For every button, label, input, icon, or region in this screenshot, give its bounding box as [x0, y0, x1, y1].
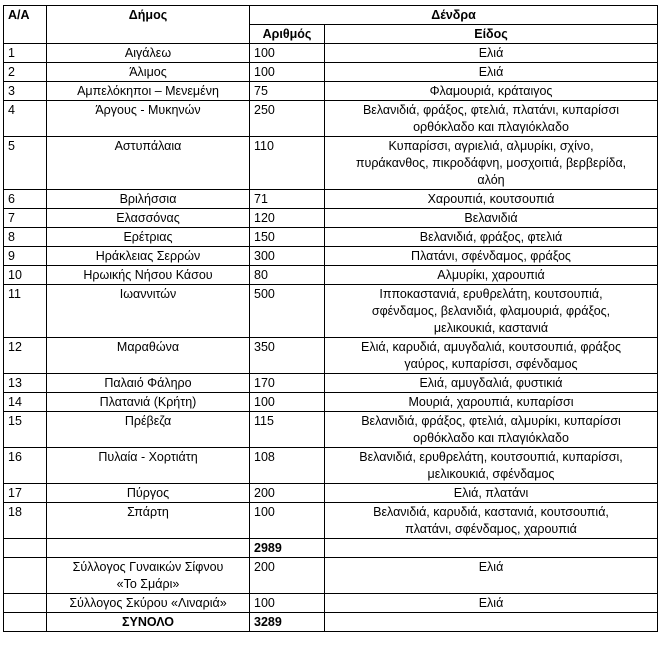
tree-species-cell — [325, 558, 658, 594]
tree-count-cell: 100 — [250, 393, 325, 412]
total-value: 3289 — [250, 613, 325, 632]
col-header-aa: Α/Α — [4, 6, 47, 44]
tree-count-cell: 500 — [250, 285, 325, 338]
trees-table — [3, 5, 658, 632]
table-row — [4, 101, 658, 137]
municipality-cell-line: Αμπελόκηποι – Μενεμένη — [77, 84, 219, 98]
row-number: 6 — [4, 190, 47, 209]
tree-species-cell-line: Φλαμουριά, κράταιγος — [429, 84, 553, 98]
municipality-cell-line: Ηράκλειας Σερρών — [95, 249, 201, 263]
tree-species-cell-line: Ελιά — [478, 560, 504, 574]
empty-cell — [4, 558, 47, 594]
table-row — [4, 82, 658, 101]
municipality-cell — [47, 190, 250, 209]
row-number: 13 — [4, 374, 47, 393]
tree-species-cell-line: σφένδαμος, βελανιδιά, φλαμουριά, φράξος, — [371, 304, 611, 318]
tree-count-cell: 150 — [250, 228, 325, 247]
table-row — [4, 63, 658, 82]
tree-count-cell: 110 — [250, 137, 325, 190]
table-row — [4, 285, 658, 338]
empty-cell — [47, 539, 250, 558]
tree-count-cell: 250 — [250, 101, 325, 137]
tree-species-cell — [325, 285, 658, 338]
municipality-cell-line: Άλιμος — [129, 65, 167, 79]
total-label: ΣΥΝΟΛΟ — [47, 613, 250, 632]
tree-count-cell: 100 — [250, 44, 325, 63]
tree-count-cell: 350 — [250, 338, 325, 374]
table-body — [4, 44, 658, 632]
tree-species-cell-line: Κυπαρίσσι, αγριελιά, αλμυρίκι, σχίνο, — [388, 139, 594, 153]
tree-species-cell — [325, 374, 658, 393]
municipality-cell-line: Πρέβεζα — [124, 414, 172, 428]
empty-cell — [325, 539, 658, 558]
row-number: 8 — [4, 228, 47, 247]
tree-species-cell — [325, 393, 658, 412]
municipality-cell-line: Ερέτριας — [123, 230, 173, 244]
row-number: 9 — [4, 247, 47, 266]
table-row — [4, 137, 658, 190]
tree-species-cell-line: μελικουκιά, καστανιά — [433, 321, 549, 335]
empty-cell — [4, 539, 47, 558]
municipality-cell-line: Πύργος — [126, 486, 170, 500]
municipality-cell-line: Σπάρτη — [127, 505, 169, 519]
tree-count-cell: 100 — [250, 503, 325, 539]
tree-count-cell: 300 — [250, 247, 325, 266]
row-number: 4 — [4, 101, 47, 137]
municipality-cell — [47, 374, 250, 393]
col-header-eidos: Είδος — [325, 25, 658, 44]
tree-species-cell — [325, 101, 658, 137]
tree-species-cell-line: Χαρουπιά, κουτσουπιά — [427, 192, 555, 206]
association-row — [4, 594, 658, 613]
row-number: 18 — [4, 503, 47, 539]
tree-species-cell-line: Ελιά — [478, 65, 504, 79]
row-number: 12 — [4, 338, 47, 374]
empty-cell — [4, 594, 47, 613]
table-row — [4, 247, 658, 266]
municipality-cell — [47, 63, 250, 82]
municipality-cell-line: Αιγάλεω — [124, 46, 172, 60]
total-row — [4, 613, 658, 632]
col-header-arithmos: Αριθμός — [250, 25, 325, 44]
header-row-1 — [4, 6, 658, 25]
tree-species-cell-line: ορθόκλαδο και πλαγιόκλαδο — [413, 431, 569, 445]
row-number: 1 — [4, 44, 47, 63]
tree-count-cell: 170 — [250, 374, 325, 393]
tree-species-cell — [325, 412, 658, 448]
municipality-cell-line: Ελασσόνας — [116, 211, 180, 225]
municipality-cell — [47, 228, 250, 247]
association-name-cell — [47, 558, 250, 594]
municipality-cell-line: Πυλαία - Χορτιάτη — [98, 450, 198, 464]
col-header-dimos: Δήμος — [47, 6, 250, 44]
tree-species-cell-line: Ελιά — [478, 46, 504, 60]
tree-count-cell: 71 — [250, 190, 325, 209]
tree-species-cell — [325, 228, 658, 247]
table-row — [4, 228, 658, 247]
municipality-cell — [47, 209, 250, 228]
tree-species-cell-line: Ελιά, αμυγδαλιά, φυστικιά — [419, 376, 563, 390]
municipality-cell — [47, 101, 250, 137]
col-header-dendra: Δένδρα — [250, 6, 658, 25]
tree-species-cell-line: Ελιά, καρυδιά, αμυγδαλιά, κουτσουπιά, φράξος — [360, 340, 622, 354]
row-number: 2 — [4, 63, 47, 82]
tree-species-cell — [325, 63, 658, 82]
association-name-cell-line: Σύλλογος Γυναικών Σίφνου — [72, 560, 224, 574]
tree-species-cell — [325, 44, 658, 63]
municipality-cell-line: Παλαιό Φάληρο — [104, 376, 192, 390]
tree-count-cell: 75 — [250, 82, 325, 101]
row-number: 16 — [4, 448, 47, 484]
tree-count-cell: 115 — [250, 412, 325, 448]
municipality-cell — [47, 247, 250, 266]
association-name-cell-line: Σύλλογος Σκύρου «Λιναριά» — [69, 596, 227, 610]
municipality-cell-line: Βριλήσσια — [119, 192, 177, 206]
table-row — [4, 393, 658, 412]
table-row — [4, 338, 658, 374]
tree-species-cell — [325, 448, 658, 484]
tree-species-cell — [325, 503, 658, 539]
municipality-cell — [47, 484, 250, 503]
tree-species-cell-line: Ελιά, πλατάνι — [453, 486, 529, 500]
association-row — [4, 558, 658, 594]
table-row — [4, 374, 658, 393]
municipality-cell — [47, 44, 250, 63]
tree-species-cell-line: Βελανιδιά, ερυθρελάτη, κουτσουπιά, κυπαρίσσι, — [359, 450, 623, 464]
tree-species-cell-line: γαύρος, κυπαρίσσι, σφένδαμος — [404, 357, 578, 371]
municipality-cell — [47, 412, 250, 448]
municipality-cell — [47, 266, 250, 285]
municipality-cell-line: Ιωαννιτών — [119, 287, 177, 301]
tree-species-cell-line: Βελανιδιά, φράξος, φτελιά, πλατάνι, κυπαρίσσι — [362, 103, 620, 117]
table-row — [4, 448, 658, 484]
municipality-cell — [47, 285, 250, 338]
tree-species-cell-line: Βελανιδιά — [464, 211, 518, 225]
tree-count-cell: 100 — [250, 63, 325, 82]
table-row — [4, 266, 658, 285]
table-row — [4, 503, 658, 539]
tree-species-cell — [325, 82, 658, 101]
row-number: 3 — [4, 82, 47, 101]
tree-count-cell: 108 — [250, 448, 325, 484]
row-number: 17 — [4, 484, 47, 503]
municipality-cell-line: Πλατανιά (Κρήτη) — [99, 395, 197, 409]
row-number: 14 — [4, 393, 47, 412]
association-name-cell-line: «Το Σμάρι» — [116, 577, 180, 591]
tree-species-cell — [325, 338, 658, 374]
municipality-cell — [47, 137, 250, 190]
table-row — [4, 44, 658, 63]
tree-species-cell — [325, 247, 658, 266]
table-row — [4, 190, 658, 209]
municipality-cell — [47, 82, 250, 101]
tree-count-cell: 80 — [250, 266, 325, 285]
tree-count-cell: 200 — [250, 558, 325, 594]
tree-species-cell-line: Ιπποκαστανιά, ερυθρελάτη, κουτσουπιά, — [379, 287, 603, 301]
tree-count-cell: 200 — [250, 484, 325, 503]
municipality-cell — [47, 503, 250, 539]
tree-species-cell — [325, 209, 658, 228]
empty-cell — [325, 613, 658, 632]
tree-species-cell-line: αλόη — [477, 173, 505, 187]
municipality-cell — [47, 338, 250, 374]
municipality-cell-line: Ηρωικής Νήσου Κάσου — [83, 268, 213, 282]
tree-species-cell-line: μελικουκιά, σφένδαμος — [427, 467, 555, 481]
tree-species-cell — [325, 266, 658, 285]
tree-species-cell-line: πυράκανθος, πικροδάφνη, μοσχοιτιά, βερβερίδα, — [355, 156, 627, 170]
tree-species-cell — [325, 594, 658, 613]
municipality-cell-line: Αστυπάλαια — [114, 139, 182, 153]
row-number: 15 — [4, 412, 47, 448]
association-name-cell — [47, 594, 250, 613]
tree-species-cell — [325, 190, 658, 209]
tree-species-cell-line: Ελιά — [478, 596, 504, 610]
tree-species-cell-line: Βελανιδιά, φράξος, φτελιά — [419, 230, 563, 244]
municipality-cell — [47, 448, 250, 484]
tree-species-cell — [325, 137, 658, 190]
row-number: 7 — [4, 209, 47, 228]
tree-species-cell-line: Βελανιδιά, φράξος, φτελιά, αλμυρίκι, κυπαρίσσι — [361, 414, 621, 428]
subtotal-row — [4, 539, 658, 558]
subtotal-value: 2989 — [250, 539, 325, 558]
municipality-cell-line: Άργους - Μυκηνών — [95, 103, 201, 117]
tree-count-cell: 100 — [250, 594, 325, 613]
tree-species-cell-line: πλατάνι, σφένδαμος, χαρουπιά — [405, 522, 577, 536]
table-row — [4, 209, 658, 228]
tree-species-cell-line: Αλμυρίκι, χαρουπιά — [437, 268, 545, 282]
municipality-cell — [47, 393, 250, 412]
table-row — [4, 412, 658, 448]
municipality-cell-line: Μαραθώνα — [116, 340, 180, 354]
tree-count-cell: 120 — [250, 209, 325, 228]
tree-species-cell — [325, 484, 658, 503]
tree-species-cell-line: ορθόκλαδο και πλαγιόκλαδο — [413, 120, 569, 134]
row-number: 11 — [4, 285, 47, 338]
tree-species-cell-line: Πλατάνι, σφένδαμος, φράξος — [411, 249, 571, 263]
tree-species-cell-line: Μουριά, χαρουπιά, κυπαρίσσι — [408, 395, 574, 409]
row-number: 10 — [4, 266, 47, 285]
table-row — [4, 484, 658, 503]
row-number: 5 — [4, 137, 47, 190]
tree-species-cell-line: Βελανιδιά, καρυδιά, καστανιά, κουτσουπιά, — [373, 505, 609, 519]
empty-cell — [4, 613, 47, 632]
